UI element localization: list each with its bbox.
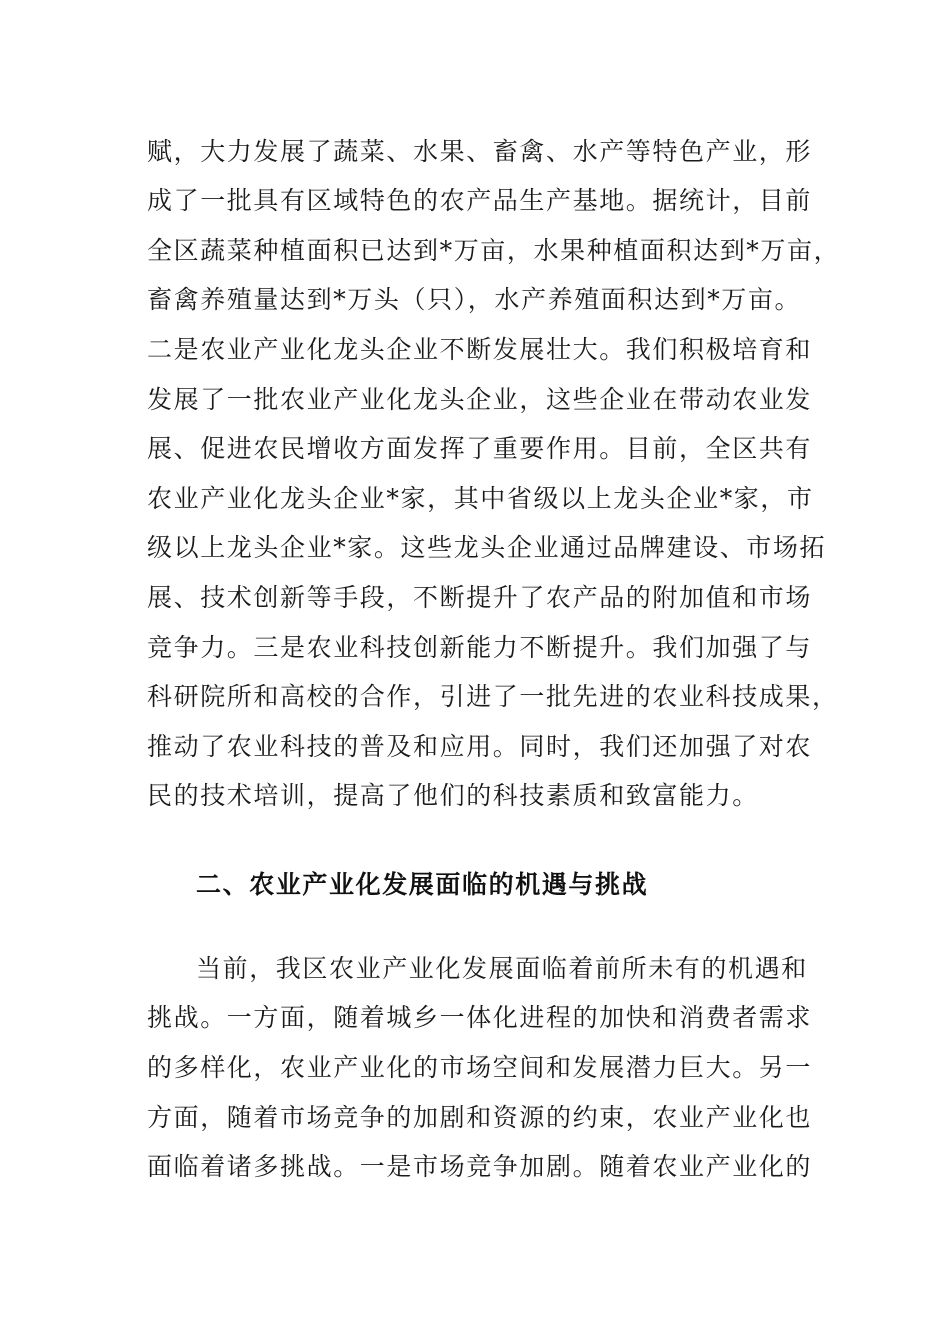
- body-text-line: 农业产业化龙头企业*家，其中省级以上龙头企业*家，市: [147, 484, 814, 513]
- body-text-line: 科研院所和高校的合作，引进了一批先进的农业科技成果，: [147, 682, 839, 711]
- section-heading: 二、农业产业化发展面临的机遇与挑战: [196, 870, 649, 899]
- body-text-line: 民的技术培训，提高了他们的科技素质和致富能力。: [147, 781, 759, 810]
- body-text-line: 成了一批具有区域特色的农产品生产基地。据统计，目前: [147, 186, 813, 215]
- body-text-line: 展、技术创新等手段，不断提升了农产品的附加值和市场: [147, 583, 813, 612]
- body-text-line: 竞争力。三是农业科技创新能力不断提升。我们加强了与: [147, 633, 813, 662]
- body-text-line: 级以上龙头企业*家。这些龙头企业通过品牌建设、市场拓: [147, 533, 827, 562]
- body-text-line: 畜禽养殖量达到*万头（只），水产养殖面积达到*万亩。: [147, 285, 802, 314]
- body-text-line: 挑战。一方面，随着城乡一体化进程的加快和消费者需求: [147, 1003, 813, 1032]
- body-text-line: 推动了农业科技的普及和应用。同时，我们还加强了对农: [147, 732, 813, 761]
- body-text-line: 当前，我区农业产业化发展面临着前所未有的机遇和: [196, 954, 808, 983]
- body-text-line: 面临着诸多挑战。一是市场竞争加剧。随着农业产业化的: [147, 1152, 813, 1181]
- body-text-line: 二是农业产业化龙头企业不断发展壮大。我们积极培育和: [147, 335, 813, 364]
- body-text-line: 方面，随着市场竞争的加剧和资源的约束，农业产业化也: [147, 1103, 813, 1132]
- body-text-line: 赋，大力发展了蔬菜、水果、畜禽、水产等特色产业，形: [147, 137, 813, 166]
- body-text-line: 的多样化，农业产业化的市场空间和发展潜力巨大。另一: [147, 1053, 813, 1082]
- body-text-line: 展、促进农民增收方面发挥了重要作用。目前，全区共有: [147, 434, 813, 463]
- body-text-line: 发展了一批农业产业化龙头企业，这些企业在带动农业发: [147, 385, 813, 414]
- body-text-line: 全区蔬菜种植面积已达到*万亩，水果种植面积达到*万亩，: [147, 236, 841, 265]
